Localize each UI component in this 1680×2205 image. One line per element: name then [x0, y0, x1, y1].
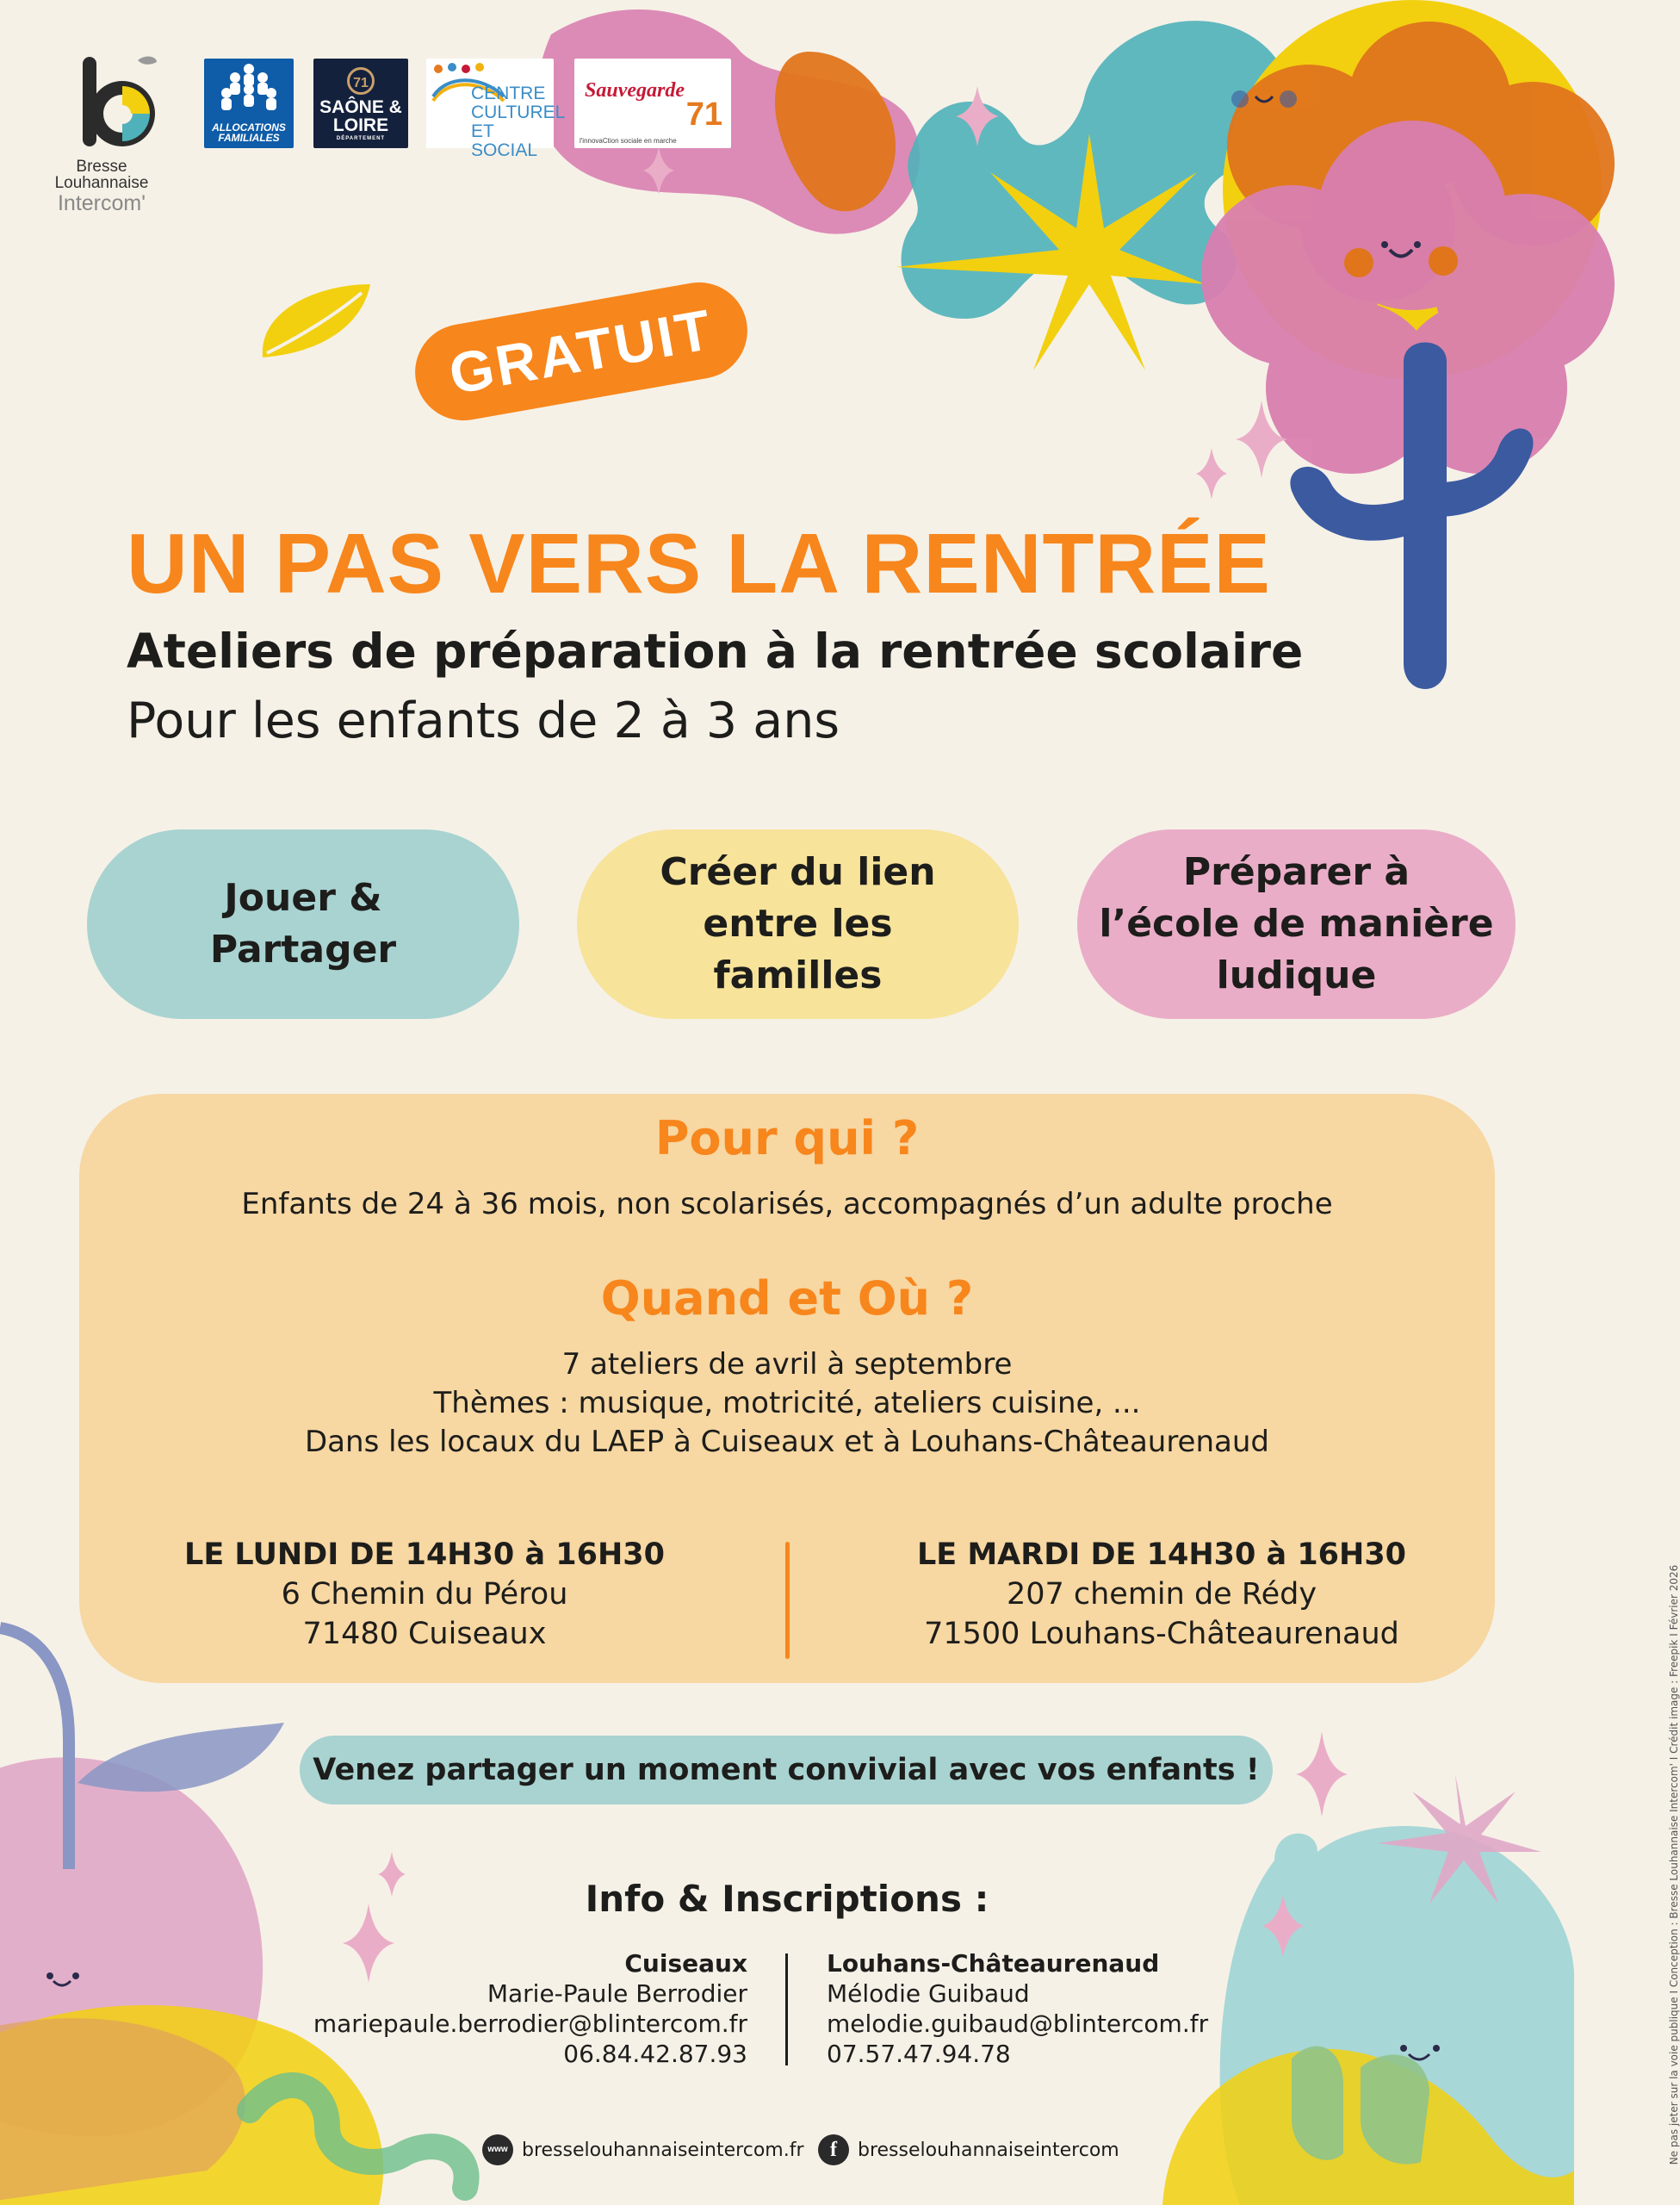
session-street: 6 Chemin du Pérou: [281, 1577, 568, 1612]
saone-loire-badge: 71: [347, 67, 375, 95]
page-title: UN PAS VERS LA RENTRÉE: [127, 516, 1271, 611]
quand-line: 7 ateliers de avril à septembre: [561, 1347, 1013, 1382]
info-inscriptions-title: Info & Inscriptions :: [585, 1878, 989, 1920]
saone-loire-sub: DÉPARTEMENT: [336, 136, 386, 141]
session-city: 71480 Cuiseaux: [302, 1617, 547, 1651]
session-divider: [785, 1542, 790, 1659]
contact-phone[interactable]: 07.57.47.94.78: [827, 2040, 1011, 2068]
centre-culturel-logo: [426, 59, 565, 160]
contact-name: Marie-Paule Berrodier: [487, 1979, 747, 2008]
pour-qui-title: Pour qui ?: [654, 1111, 920, 1165]
session-city: 71500 Louhans-Châteaurenaud: [924, 1617, 1399, 1651]
contact-place: Louhans-Châteaurenaud: [827, 1949, 1160, 1978]
pill-line: ludique: [1216, 953, 1377, 997]
contact-louhans: [827, 1948, 1208, 2069]
saone-loire-logo: [313, 59, 408, 148]
session-heading: LE MARDI DE 14H30 à 16H30: [916, 1537, 1407, 1572]
credit-text: Ne pas jeter sur la voie publique I Conception : Bresse Louhannaise Intercom' I Crédit image : Freepik I Février 2026: [1668, 1564, 1680, 2165]
contact-email[interactable]: mariepaule.berrodier@blintercom.fr: [313, 2009, 747, 2038]
gratuit-badge: GRATUIT: [407, 275, 755, 428]
website-text[interactable]: bresselouhannaiseintercom.fr: [522, 2139, 804, 2161]
caf-logo: [204, 59, 294, 148]
pill-line: Créer du lien: [660, 850, 936, 894]
session-lundi: [123, 1535, 726, 1654]
contact-place: Cuiseaux: [624, 1949, 747, 1978]
contact-phone[interactable]: 06.84.42.87.93: [563, 2040, 747, 2068]
session-heading: LE LUNDI DE 14H30 à 16H30: [184, 1537, 665, 1572]
pill-jouer-partager: [87, 829, 519, 1019]
website-link[interactable]: [482, 2134, 804, 2165]
sauvegarde-tagline: l'innovaCtion sociale en marche: [580, 137, 677, 145]
quand-line: Dans les locaux du LAEP à Cuiseaux et à Louhans-Châteaurenaud: [305, 1425, 1269, 1459]
cta-banner: Venez partager un moment convivial avec vos enfants !: [300, 1736, 1273, 1804]
pill-line: Jouer &: [224, 876, 382, 920]
session-street: 207 chemin de Rédy: [1006, 1577, 1317, 1612]
caf-logo-text: ALLOCATIONS FAMILIALES: [212, 121, 286, 144]
caf-people-icon: [204, 59, 294, 119]
facebook-icon: f: [818, 2134, 849, 2165]
contact-divider: [785, 1953, 788, 2065]
bl-logo-sub: Intercom': [57, 191, 146, 215]
pill-line: l’école de manière: [1099, 902, 1494, 946]
subtitle-age: Pour les enfants de 2 à 3 ans: [127, 693, 840, 749]
contact-cuiseaux: [313, 1948, 747, 2069]
quand-ou-title: Quand et Où ?: [600, 1271, 974, 1326]
pour-qui-text: Enfants de 24 à 36 mois, non scolarisés, accompagnés d’un adulte proche: [241, 1187, 1333, 1221]
pill-line: Partager: [209, 928, 397, 972]
session-mardi: [860, 1535, 1463, 1654]
sauvegarde-number: 71: [685, 96, 722, 133]
pill-preparer-ecole: [1077, 829, 1516, 1019]
bresse-louhannaise-logo-text: [50, 158, 153, 214]
sauvegarde-logo: [574, 59, 731, 148]
subtitle: Ateliers de préparation à la rentrée scolaire: [127, 624, 1304, 679]
contact-name: Mélodie Guibaud: [827, 1979, 1030, 2008]
pill-line: Préparer à: [1182, 850, 1410, 894]
bl-logo-name: Bresse Louhannaise: [54, 158, 149, 192]
pill-line: entre les: [703, 902, 893, 946]
pill-line: familles: [713, 953, 883, 997]
globe-icon: www: [482, 2134, 513, 2165]
facebook-text[interactable]: bresselouhannaiseintercom: [858, 2139, 1119, 2161]
bresse-louhannaise-logo-mark: [77, 52, 164, 155]
pill-creer-lien: [577, 829, 1019, 1019]
centre-culturel-text: CENTRE CULTUREL ET SOCIAL: [471, 84, 565, 160]
contact-email[interactable]: melodie.guibaud@blintercom.fr: [827, 2009, 1209, 2038]
sauvegarde-title: Sauvegarde: [585, 79, 685, 102]
saone-loire-title: SAÔNE & LOIRE: [319, 97, 402, 135]
facebook-link[interactable]: [818, 2134, 1119, 2165]
quand-line: Thèmes : musique, motricité, ateliers cuisine, ...: [433, 1386, 1141, 1420]
